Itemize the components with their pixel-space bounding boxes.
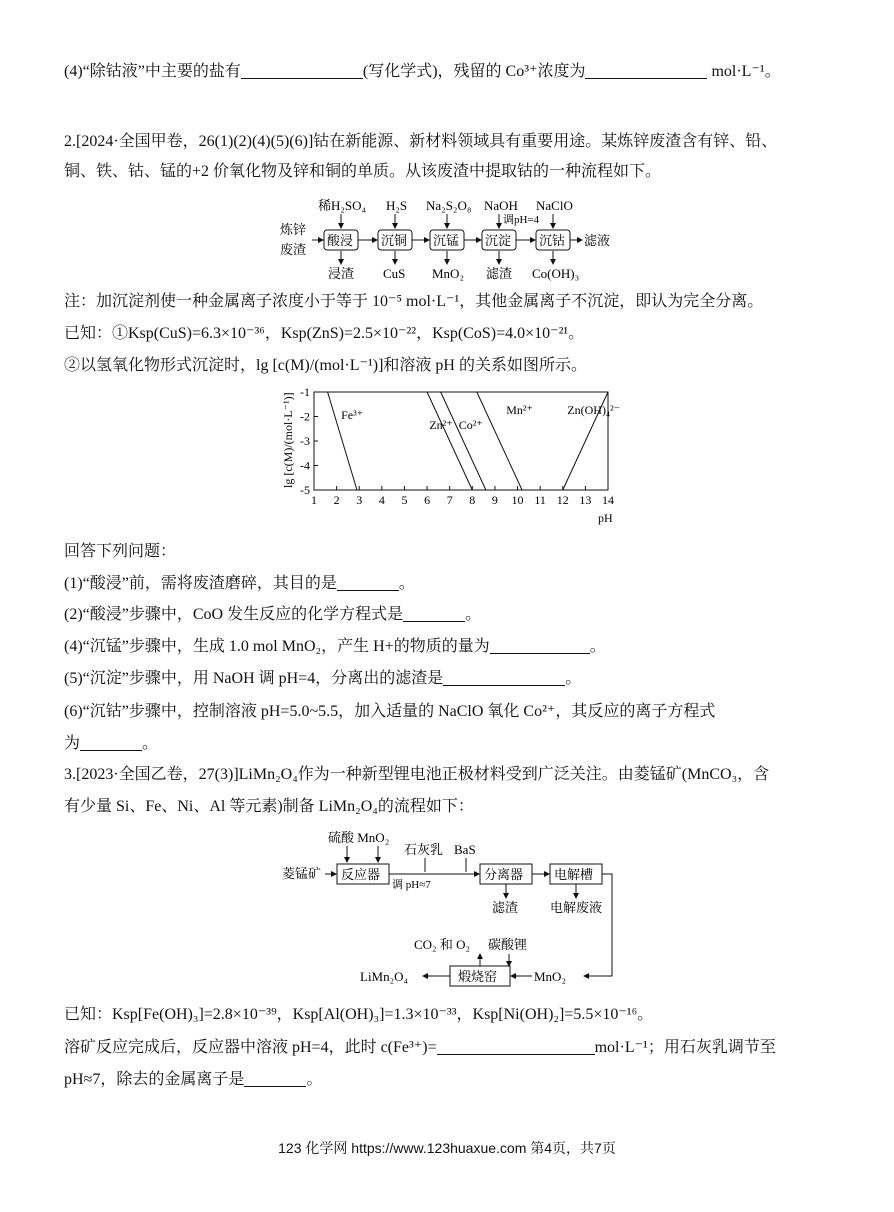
series-line <box>441 392 486 490</box>
x-tick-label: 9 <box>491 493 498 507</box>
p3-reagents-top: 硫酸 MnO₂ <box>328 830 390 845</box>
p2-line1: 2.[2024·全国甲卷，26(1)(2)(4)(5)(6)]钴在新能源、新材料领域具有重要用途。某炼锌废渣含有锌、铅、 <box>64 133 778 150</box>
p3-q-line1 <box>64 1038 776 1058</box>
q2-text: (2)“酸浸”步骤中，CoO 发生反应的化学方程式是 <box>64 606 404 623</box>
end-mark: 。 <box>306 1071 323 1088</box>
flow-product: 滤渣 <box>486 266 513 281</box>
q1-line <box>64 574 415 594</box>
p3-lime: 石灰乳 <box>404 842 444 857</box>
x-tick-label: 13 <box>579 493 592 507</box>
p3-separator: 分离器 <box>484 867 524 882</box>
q4-text: (4)“沉锰”步骤中，生成 1.0 mol MnO₂，产生 H+的物质的量为 <box>64 638 490 655</box>
end-mark: 。 <box>589 638 606 655</box>
q4-prev-line <box>64 62 781 82</box>
p2-known2: ②以氢氧化物形式沉淀时，lg [c(M)/(mol·L⁻¹)]和溶液 pH 的关系如图所示。 <box>64 357 587 374</box>
flow-step-label: 沉钴 <box>539 233 566 248</box>
ph-chart <box>0 384 894 534</box>
p2-known1: 已知：①Ksp(CuS)=6.3×10⁻³⁶，Ksp(ZnS)=2.5×10⁻²²，Ksp(CoS)=4.0×10⁻²¹。 <box>64 325 585 342</box>
p3-q-a: 溶矿反应完成后，反应器中溶液 pH=4，此时 c(Fe³⁺)= <box>64 1039 437 1056</box>
series-label: Zn²⁺ <box>429 417 453 432</box>
q2-line <box>64 605 481 625</box>
x-tick-label: 7 <box>446 493 453 507</box>
end-mark: 。 <box>398 575 415 592</box>
x-tick-label: 5 <box>401 493 408 507</box>
y-tick-label: -4 <box>300 458 310 473</box>
y-tick-label: -1 <box>300 385 310 399</box>
q4-prev-suffix: mol·L⁻¹。 <box>707 63 781 80</box>
p3-bas: BaS <box>454 842 476 857</box>
flow-ph-note: 调pH=4 <box>503 214 540 226</box>
q6b-text: 为 <box>64 735 81 752</box>
series-label: Mn²⁺ <box>506 403 533 418</box>
answer-blank[interactable] <box>244 1070 306 1087</box>
q4-line <box>64 637 606 657</box>
p3-waste: 电解废液 <box>550 900 603 915</box>
p2-line2: 铜、铁、钴、锰的+2 价氧化物及锌和铜的单质。从该废渣中提取钴的一种流程如下。 <box>64 163 662 180</box>
chart-xlabel: pH <box>598 511 613 525</box>
series-label: Fe³⁺ <box>341 407 364 422</box>
flow-reagent: NaOH <box>484 198 518 213</box>
answer-blank[interactable] <box>403 605 465 622</box>
p3-line1: 3.[2023·全国乙卷，27(3)]LiMn₂O₄作为一种新型锂电池正极材料受到广泛关注。由菱锰矿(MnCO₃，含 <box>64 766 770 783</box>
answer-blank[interactable] <box>337 574 399 591</box>
end-mark: 。 <box>565 670 582 687</box>
q4-prev-mid: (写化学式)，残留的 Co³⁺浓度为 <box>362 63 586 80</box>
q1-text: (1)“酸浸”前，需将废渣磨碎，其目的是 <box>64 575 337 592</box>
end-mark: 。 <box>465 606 482 623</box>
x-tick-label: 3 <box>356 493 363 507</box>
flow-reagent: H₂S <box>386 198 408 213</box>
answer-blank[interactable] <box>585 62 707 79</box>
p3-li2co3: 碳酸锂 <box>488 937 528 952</box>
p3-flowchart <box>0 824 894 994</box>
flow-step-label: 沉淀 <box>485 233 512 248</box>
p2-flowchart <box>0 194 894 284</box>
p3-mno2: MnO₂ <box>534 969 566 984</box>
series-line <box>328 392 357 490</box>
p3-q-line2 <box>64 1070 322 1090</box>
flow-step-label: 沉铜 <box>381 233 408 248</box>
p3-q-c: pH≈7，除去的金属离子是 <box>64 1071 245 1088</box>
series-label: Co²⁺ <box>458 417 483 432</box>
p3-gases: CO₂ 和 O₂ <box>414 937 471 952</box>
flow-product: 浸渣 <box>328 266 355 281</box>
flow-start-2: 废渣 <box>280 242 307 257</box>
x-tick-label: 1 <box>311 493 317 507</box>
p3-reactor: 反应器 <box>341 867 381 882</box>
flow-reagent: NaClO <box>536 198 573 213</box>
p2-note: 注：加沉淀剂使一种金属离子浓度小于等于 10⁻⁵ mol·L⁻¹，其他金属离子不沉淀，即认为完全分离。 <box>64 293 764 310</box>
x-tick-label: 8 <box>469 493 476 507</box>
flow-end: 滤液 <box>584 233 611 248</box>
answer-intro: 回答下列问题： <box>64 543 177 560</box>
p3-q-b: mol·L⁻¹；用石灰乳调节至 <box>594 1039 776 1056</box>
q4-prev-prefix: (4)“除钴液”中主要的盐有 <box>64 63 241 80</box>
flow-product: Co(OH)₃ <box>532 266 580 281</box>
p3-ore: 菱锰矿 <box>282 866 322 881</box>
end-mark: 。 <box>142 735 159 752</box>
flow-product: CuS <box>383 266 406 281</box>
p3-product: LiMn₂O₄ <box>360 969 409 984</box>
q5-line <box>64 669 581 689</box>
flow-reagent: Na₂S₂O₈ <box>426 198 472 213</box>
x-tick-label: 11 <box>534 493 546 507</box>
answer-blank[interactable] <box>241 62 363 79</box>
p3-ph: 调 pH≈7 <box>392 879 431 891</box>
y-tick-label: -3 <box>300 434 310 448</box>
y-tick-label: -2 <box>300 409 310 424</box>
series-line <box>427 392 472 490</box>
p3-cell: 电解槽 <box>554 867 594 882</box>
flow-start-1: 炼锌 <box>280 222 307 237</box>
p3-known: 已知：Ksp[Fe(OH)₃]=2.8×10⁻³⁹，Ksp[Al(OH)₃]=1.3×10⁻³³，Ksp[Ni(OH)₂]=5.5×10⁻¹⁶。 <box>64 1006 654 1023</box>
answer-blank[interactable] <box>80 734 142 751</box>
p3-kiln: 煅烧窑 <box>458 969 498 984</box>
chart-ylabel: lg [c(M)/(mol·L⁻¹)] <box>281 392 295 488</box>
q6a-line: (6)“沉钴”步骤中，控制溶液 pH=5.0~5.5，加入适量的 NaClO 氧化 Co²⁺，其反应的离子方程式 <box>64 703 716 720</box>
series-label: Zn(OH)₄²⁻ <box>567 403 621 418</box>
flow-step-label: 酸浸 <box>327 233 354 248</box>
answer-blank[interactable] <box>437 1038 595 1055</box>
page-footer: 123 化学网 https://www.123huaxue.com 第4页，共7页 <box>278 1140 616 1156</box>
flow-product: MnO₂ <box>432 266 464 281</box>
p3-residue: 滤渣 <box>492 900 519 915</box>
flow-step-label: 沉锰 <box>433 233 460 248</box>
x-tick-label: 10 <box>511 493 524 507</box>
y-tick-label: -5 <box>300 483 310 497</box>
chart-frame <box>314 392 608 490</box>
p3-line2: 有少量 Si、Fe、Ni、Al 等元素)制备 LiMn₂O₄的流程如下： <box>64 798 474 815</box>
x-tick-label: 2 <box>333 493 340 507</box>
x-tick-label: 12 <box>556 493 569 507</box>
q6b-line <box>64 734 158 754</box>
answer-blank[interactable] <box>443 669 565 686</box>
q5-text: (5)“沉淀”步骤中，用 NaOH 调 pH=4，分离出的滤渣是 <box>64 670 444 687</box>
answer-blank[interactable] <box>490 637 590 654</box>
x-tick-label: 14 <box>602 493 614 507</box>
x-tick-label: 4 <box>378 493 385 507</box>
x-tick-label: 6 <box>424 493 431 507</box>
flow-reagent: 稀H₂SO₄ <box>318 198 367 213</box>
